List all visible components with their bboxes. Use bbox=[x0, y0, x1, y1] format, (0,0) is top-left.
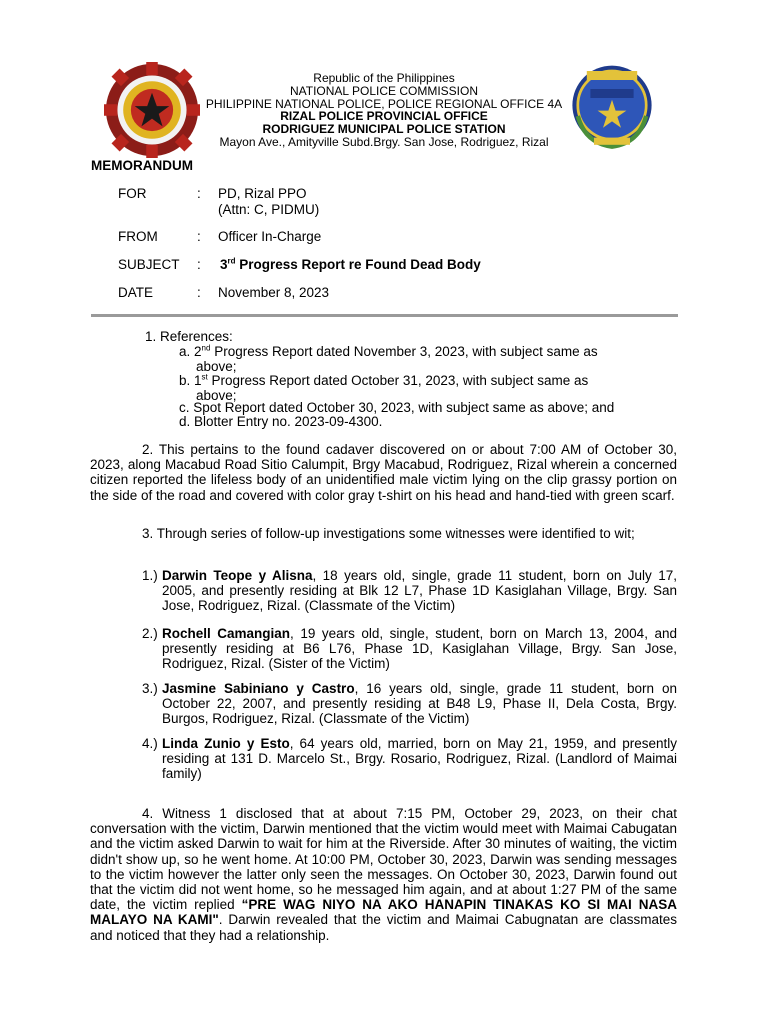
reference-d: d. Blotter Entry no. 2023-09-4300. bbox=[179, 414, 383, 429]
subject-colon: : bbox=[197, 257, 201, 272]
for-value: PD, Rizal PPO bbox=[218, 186, 307, 201]
references-heading: 1. References: bbox=[145, 329, 233, 344]
subject-value: 3rd Progress Report re Found Dead Body bbox=[220, 256, 481, 272]
memorandum-title: MEMORANDUM bbox=[91, 158, 193, 173]
date-label: DATE bbox=[118, 285, 154, 300]
header-address: Mayon Ave., Amityville Subd.Brgy. San Jose, Rodriguez, Rizal bbox=[219, 135, 549, 149]
witness-item-1: 1.) Darwin Teope y Alisna, 18 years old, single, grade 11 student, born on July 17, 2005, and presently residing at Blk 12 L7, Phase 1D Kasiglahan Village, Brgy. San Jose, Rodriguez, Rizal. (Classmate of the Victim) bbox=[142, 568, 677, 614]
witness-item-3: 3.) Jasmine Sabiniano y Castro, 16 years old, single, grade 11 student, born on October 22, 2007, and presently residing at B48 L9, Phase II, Dela Costa, Brgy. Burgos, Rodriguez, Rizal. (Classmate of the Victim) bbox=[142, 681, 677, 727]
subject-label: SUBJECT bbox=[118, 257, 180, 272]
witness-item-4: 4.) Linda Zunio y Esto, 64 years old, married, born on May 21, 1959, and presently residing at 131 D. Marcelo St., Brgy. Rosario, Rodriguez, Rizal. (Landlord of Maimai family) bbox=[142, 736, 677, 782]
header-pnp-region: PHILIPPINE NATIONAL POLICE, POLICE REGIONAL OFFICE 4A bbox=[205, 97, 563, 111]
date-colon: : bbox=[197, 285, 201, 300]
from-value: Officer In-Charge bbox=[218, 229, 322, 244]
reference-b: b. 1st Progress Report dated October 31, 2023, with subject same as bbox=[179, 372, 589, 388]
header-provincial-office: RIZAL POLICE PROVINCIAL OFFICE bbox=[280, 109, 488, 123]
reference-b-cont: above; bbox=[196, 388, 237, 403]
reference-a-cont: above; bbox=[196, 359, 237, 374]
date-value: November 8, 2023 bbox=[218, 285, 330, 300]
witness-item-2: 2.) Rochell Camangian, 19 years old, single, student, born on March 13, 2004, and presently residing at B6 L76, Phase 1D, Kasiglahan Village, Brgy. San Jose, Rodriguez, Rizal. (Sister of the Victim) bbox=[142, 626, 677, 672]
for-label: FOR bbox=[118, 186, 147, 201]
paragraph-4: 4. Witness 1 disclosed that at about 7:15 PM, October 29, 2023, on their chat conversation with the victim, Darwin mentioned that the victim would meet with Maimai Cabugatan and the victim asked Darwin to wait for him at the Riverside. After 30 minutes of waiting, the victim didn't show up, so he went home. At 10:00 PM, October 30, 2023, Darwin was sending messages to the victim however the latter only seen the messages. On October 30, 2023, Darwin found out that the victim did not went home, so he messaged him again, and at about 1:27 PM of the same date, the victim replied “PRE WAG NIYO NA AKO HANAPIN TINAKAS KO SI MAI NASA MALAYO NA KAMI". Darwin revealed that the victim and Maimai Cabugnatan are classmates and noticed that they had a relationship. bbox=[90, 806, 677, 943]
header-republic: Republic of the Philippines bbox=[313, 71, 455, 85]
paragraph-2: 2. This pertains to the found cadaver discovered on or about 7:00 AM of October 30, 2023, along Macabud Road Sitio Calumpit, Brgy Macabud, Rodriguez, Rizal wherein a concerned citizen reported the lifeless body of an unidentified male victim lying on the clip grassy portion on the side of the road and covered with color gray t-shirt on his head and hand-tied with green scarf. bbox=[90, 442, 677, 503]
header-station: RODRIGUEZ MUNICIPAL POLICE STATION bbox=[262, 122, 506, 136]
for-colon: : bbox=[197, 186, 201, 201]
for-attn: (Attn: C, PIDMU) bbox=[218, 202, 320, 217]
from-colon: : bbox=[197, 229, 201, 244]
paragraph-3: 3. Through series of follow-up investigations some witnesses were identified to wit; bbox=[142, 526, 635, 541]
reference-a: a. 2nd Progress Report dated November 3, 2023, with subject same as bbox=[179, 343, 598, 359]
rodriguez-police-station-seal bbox=[567, 62, 657, 152]
header-napolcom: NATIONAL POLICE COMMISSION bbox=[289, 84, 479, 98]
from-label: FROM bbox=[118, 229, 158, 244]
header-divider bbox=[91, 314, 678, 317]
reference-c: c. Spot Report dated October 30, 2023, with subject same as above; and bbox=[179, 400, 615, 415]
